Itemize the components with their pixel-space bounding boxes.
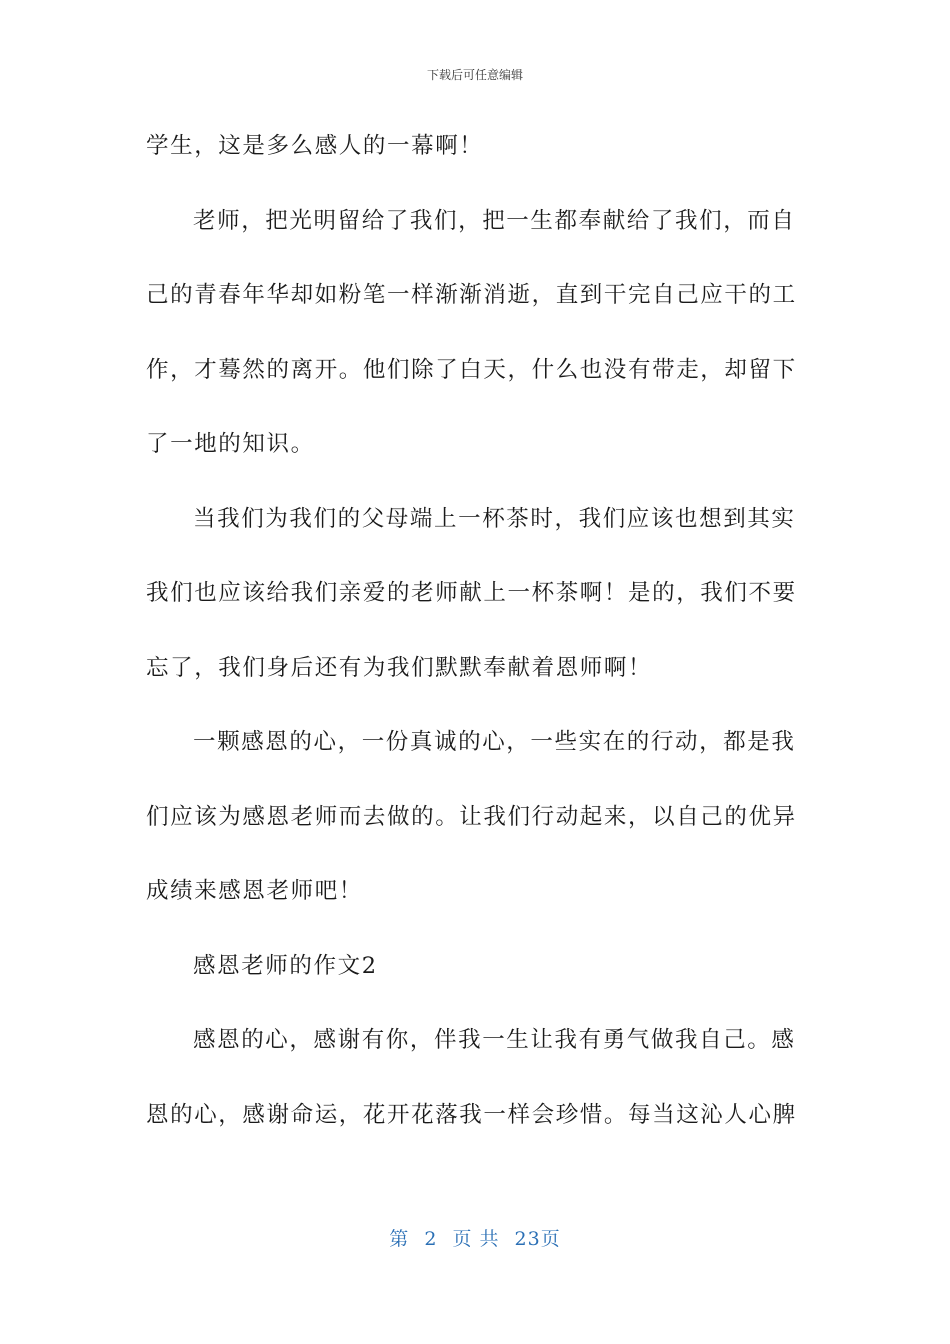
text-line: 学生，这是多么感人的一幕啊！ xyxy=(146,133,484,159)
text-line: 忘了，我们身后还有为我们默默奉献着恩师啊！ xyxy=(146,654,653,681)
section-heading: 感恩老师的作文2 xyxy=(193,952,378,979)
text-line: 们应该为感恩老师而去做的。让我们行动起来，以自己的优异 xyxy=(146,803,797,830)
text-line: 感恩的心，感谢有你，伴我一生让我有勇气做我自己。感 xyxy=(193,1027,796,1053)
text-line: 一颗感恩的心，一份真诚的心，一些实在的行动，都是我 xyxy=(193,729,796,755)
text-line: 我们也应该给我们亲爱的老师献上一杯茶啊！是的，我们不要 xyxy=(146,580,797,606)
footer-of-label: 页 共 xyxy=(452,1228,500,1250)
footer-page-label: 第 xyxy=(389,1228,410,1250)
text-line: 老师，把光明留给了我们，把一生都奉献给了我们，而自 xyxy=(193,207,796,234)
text-line: 作，才蓦然的离开。他们除了白天，什么也没有带走，却留下 xyxy=(146,356,797,383)
text-line: 了一地的知识。 xyxy=(146,431,315,457)
text-line: 当我们为我们的父母端上一杯茶时，我们应该也想到其实 xyxy=(193,505,796,532)
text-line: 成绩来感恩老师吧！ xyxy=(146,878,363,904)
footer-current-page: 2 xyxy=(424,1228,438,1250)
text-line: 恩的心，感谢命运，花开花落我一样会珍惜。每当这沁人心脾 xyxy=(146,1101,797,1128)
footer-total-pages: 23页 xyxy=(514,1228,561,1250)
document-body xyxy=(146,121,797,1164)
text-line: 己的青春年华却如粉笔一样渐渐消逝，直到干完自己应干的工 xyxy=(146,282,797,308)
page-number-footer xyxy=(0,1224,950,1251)
page-header-note: 下载后可任意编辑 xyxy=(426,68,523,82)
